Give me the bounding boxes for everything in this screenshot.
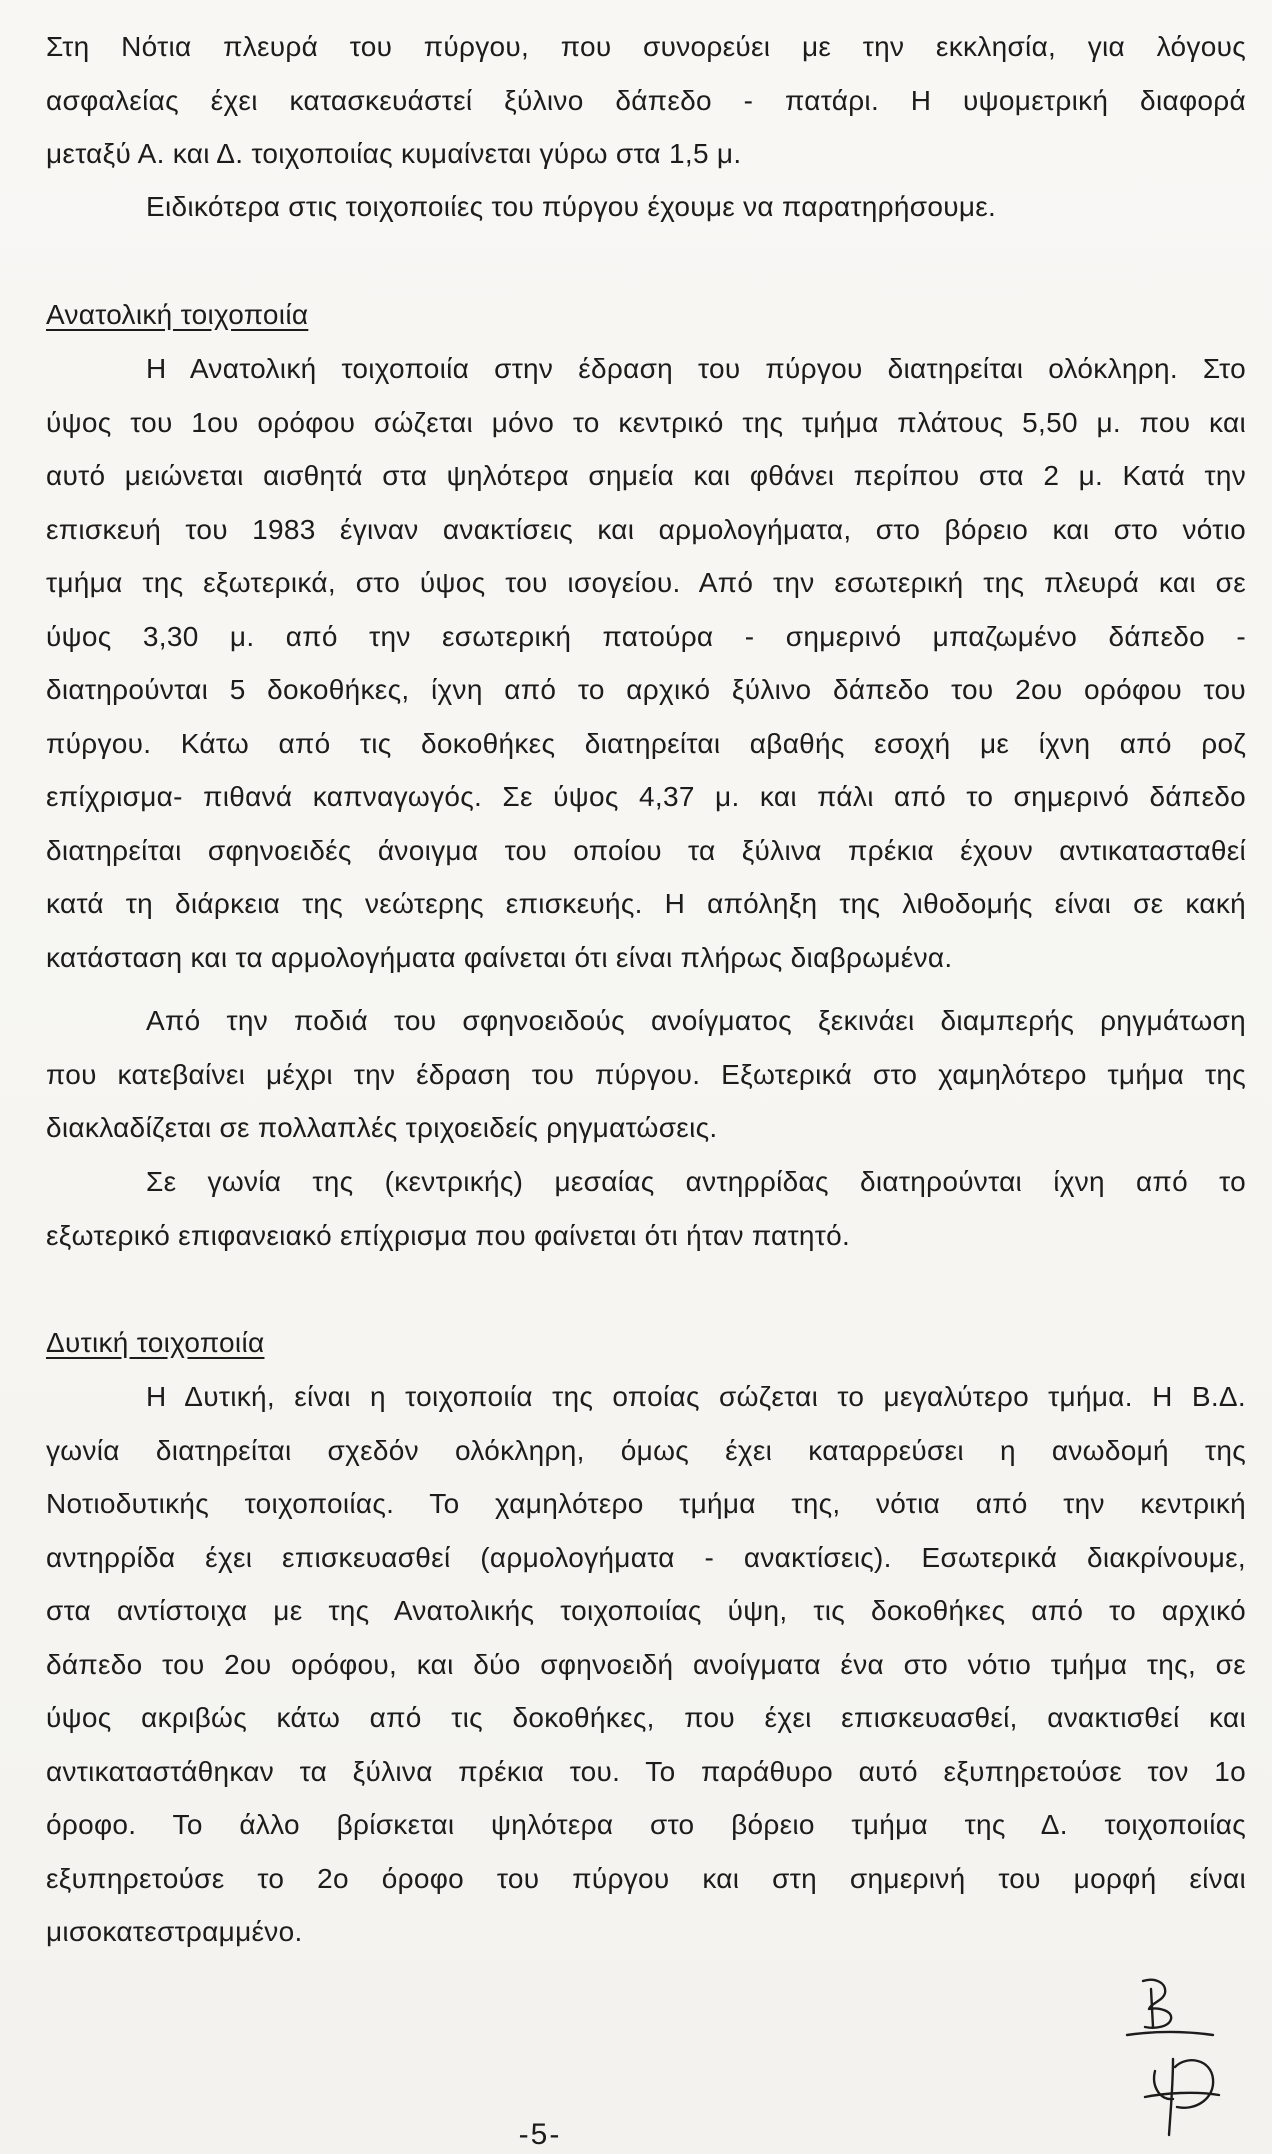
text-line: Ειδικότερα στις τοιχοποιίες του πύργου έχουμε να παρατηρήσουμε. xyxy=(146,191,997,222)
page-number: -5- xyxy=(518,2118,562,2151)
west-wall-section xyxy=(46,1316,1246,1370)
text-line: όροφο. Το άλλο βρίσκεται ψηλότερα στο βόρειο τμήμα της Δ. τοιχοποιίας xyxy=(46,1809,1246,1840)
text-line: Η Δυτική, είναι η τοιχοποιία της οποίας σώζεται το μεγαλύτερο τμήμα. Η Β.Δ. xyxy=(146,1381,1246,1412)
east-paragraph-2 xyxy=(46,994,1246,1155)
text-line: διακλαδίζεται σε πολλαπλές τριχοειδείς ρηγματώσεις. xyxy=(46,1112,718,1143)
text-line: στα αντίστοιχα με της Ανατολικής τοιχοποιίας ύψη, τις δοκοθήκες από το αρχικό xyxy=(46,1595,1246,1626)
text-line: ασφαλείας έχει κατασκευάστεί ξύλινο δάπεδο - πατάρι. Η υψομετρική διαφορά xyxy=(46,84,1246,116)
text-line: επισκευή του 1983 έγιναν ανακτίσεις και αρμολογήματα, στο βόρειο και στο νότιο xyxy=(46,513,1246,545)
text-line: Η Ανατολική τοιχοποιία στην έδραση του πύργου διατηρείται ολόκληρη. Στο xyxy=(146,353,1246,384)
text-line: ύψος ακριβώς κάτω από τις δοκοθήκες, που έχει επισκευασθεί, ανακτισθεί και xyxy=(46,1702,1246,1733)
text-line: αντηρρίδα έχει επισκευασθεί (αρμολογήματα - ανακτίσεις). Εσωτερικά διακρίνουμε, xyxy=(46,1541,1246,1573)
text-line: Νοτιοδυτικής τοιχοποιίας. Το χαμηλότερο τμήμα της, νότια από την κεντρική xyxy=(46,1488,1246,1519)
text-line: αυτό μειώνεται αισθητά στα ψηλότερα σημεία και φθάνει περίπου στα 2 μ. Κατά την xyxy=(46,460,1246,491)
text-line: δάπεδο του 2ου ορόφου, και δύο σφηνοειδή ανοίγματα ένα στο νότιο τμήμα της, σε xyxy=(46,1648,1246,1680)
text-line: Σε γωνία της (κεντρικής) μεσαίας αντηρρίδας διατηρούνται ίχνη από το xyxy=(146,1166,1246,1197)
east-paragraph-1 xyxy=(46,342,1246,984)
east-paragraph-3 xyxy=(46,1155,1246,1262)
section-heading-east: Ανατολική τοιχοποιία xyxy=(46,299,309,330)
section-heading-west: Δυτική τοιχοποιία xyxy=(46,1327,265,1358)
text-line: ύψος του 1ου ορόφου σώζεται μόνο το κεντρικό της τμήμα πλάτους 5,50 μ. που και xyxy=(46,406,1246,438)
text-line: πύργου. Κάτω από τις δοκοθήκες διατηρείται αβαθής εσοχή με ίχνη από ροζ xyxy=(46,727,1246,759)
text-line: κατάσταση και τα αρμολογήματα φαίνεται ότι είναι πλήρως διαβρωμένα. xyxy=(46,941,953,973)
text-line: επίχρισμα- πιθανά καπναγωγός. Σε ύψος 4,37 μ. και πάλι από το σημερινό δάπεδο xyxy=(46,781,1246,812)
signature-icon xyxy=(1115,1975,1245,2145)
text-line: διατηρούνται 5 δοκοθήκες, ίχνη από το αρχικό ξύλινο δάπεδο του 2ου ορόφου του xyxy=(46,674,1246,705)
intro-paragraph xyxy=(46,20,1246,181)
text-line: μισοκατεστραμμένο. xyxy=(46,1916,303,1947)
intro-sentence xyxy=(46,180,1246,234)
text-line: εξυπηρετούσε το 2ο όροφο του πύργου και στη σημερινή του μορφή είναι xyxy=(46,1862,1246,1894)
text-line: κατά τη διάρκεια της νεώτερης επισκευής. Η απόληξη της λιθοδομής είναι σε κακή xyxy=(46,888,1246,919)
text-line: γωνία διατηρείται σχεδόν ολόκληρη, όμως έχει καταρρεύσει η ανωδομή της xyxy=(46,1434,1246,1466)
text-line: ύψος 3,30 μ. από την εσωτερική πατούρα - σημερινό μπαζωμένο δάπεδο - xyxy=(46,620,1246,652)
text-line: μεταξύ Α. και Δ. τοιχοποιίας κυμαίνεται γύρω στα 1,5 μ. xyxy=(46,138,742,169)
text-line: Από την ποδιά του σφηνοειδούς ανοίγματος ξεκινάει διαμπερής ρηγμάτωση xyxy=(146,1005,1246,1036)
west-paragraph-1 xyxy=(46,1370,1246,1959)
text-line: Στη Νότια πλευρά του πύργου, που συνορεύει με την εκκλησία, για λόγους xyxy=(46,31,1246,62)
text-line: που κατεβαίνει μέχρι την έδραση του πύργου. Εξωτερικά στο χαμηλότερο τμήμα της xyxy=(46,1058,1246,1090)
text-line: εξωτερικό επιφανειακό επίχρισμα που φαίνεται ότι ήταν πατητό. xyxy=(46,1219,851,1251)
text-line: διατηρείται σφηνοειδές άνοιγμα του οποίου τα ξύλινα πρέκια έχουν αντικατασταθεί xyxy=(46,834,1246,866)
text-line: αντικαταστάθηκαν τα ξύλινα πρέκια του. Το παράθυρο αυτό εξυπηρετούσε τον 1ο xyxy=(46,1755,1246,1787)
text-line: τμήμα της εξωτερικά, στο ύψος του ισογείου. Από την εσωτερική της πλευρά και σε xyxy=(46,567,1246,598)
east-wall-section xyxy=(46,288,1246,342)
